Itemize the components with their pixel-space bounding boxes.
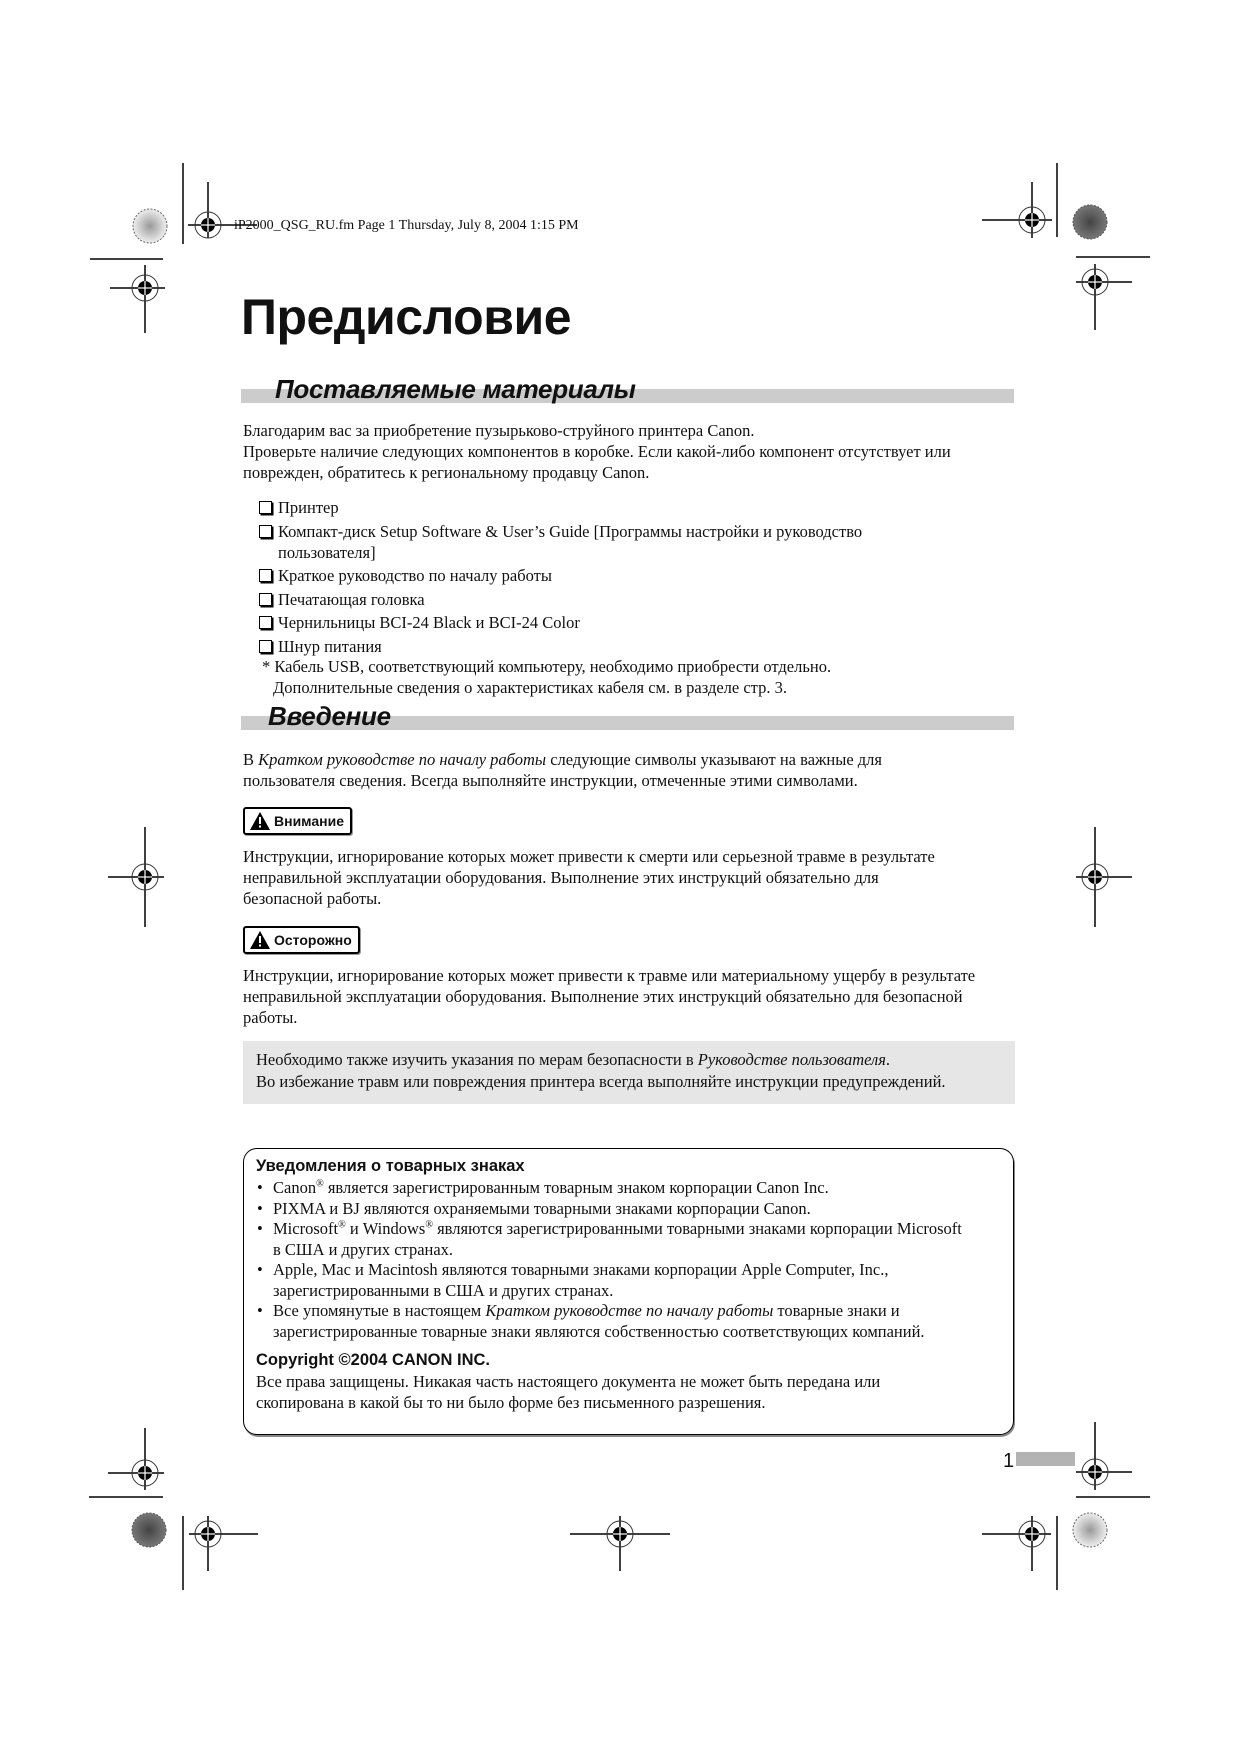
crosshair-icon bbox=[1076, 264, 1132, 330]
list-item: • Canon® является зарегистрированным товарным знаком корпорации Canon Inc. bbox=[257, 1178, 829, 1197]
checkbox-icon bbox=[259, 569, 272, 582]
starburst-icon bbox=[132, 1513, 166, 1547]
checkbox-icon bbox=[259, 640, 272, 653]
list-item: Краткое руководство по началу работы bbox=[259, 565, 919, 586]
checkbox-icon bbox=[259, 616, 272, 629]
crosshair-icon bbox=[108, 1428, 164, 1490]
crosshair-icon bbox=[982, 182, 1052, 238]
list-item: Компакт-диск Setup Software & User’s Guide [Программы настройки и руководство пользователя] bbox=[259, 521, 919, 563]
intro-line: Благодарим вас за приобретение пузырьково-струйного принтера Canon. bbox=[243, 421, 755, 440]
intro-line: Проверьте наличие следующих компонентов в коробке. Если какой-либо компонент отсутствует или поврежден, обратитесь к региональному продавцу Canon. bbox=[243, 442, 951, 482]
list-item: Печатающая головка bbox=[259, 589, 919, 610]
supplied-intro bbox=[243, 420, 1023, 483]
section-title-intro: Введение bbox=[268, 701, 391, 731]
crosshair-icon bbox=[1076, 827, 1132, 927]
list-item: Принтер bbox=[259, 497, 919, 518]
trademark-notice-box bbox=[243, 1148, 1014, 1435]
section-title-supplied: Поставляемые материалы bbox=[275, 374, 636, 404]
checkbox-icon bbox=[259, 593, 272, 606]
crosshair-icon bbox=[570, 1516, 670, 1571]
warning-badge: Внимание bbox=[243, 807, 352, 835]
crosshair-icon bbox=[1076, 1422, 1132, 1490]
warning-triangle-icon bbox=[250, 812, 270, 830]
caution-text: Инструкции, игнорирование которых может привести к травме или материальному ущербу в результате неправильной эксплуатации оборудования. Выполнение этих инструкций обязательно для безопасной работы. bbox=[243, 966, 976, 1027]
starburst-icon bbox=[133, 209, 167, 243]
list-item: Шнур питания bbox=[259, 636, 919, 657]
crosshair-icon bbox=[982, 1516, 1051, 1571]
page-number-bar bbox=[1016, 1452, 1075, 1466]
rights-text: Все права защищены. Никакая часть настоящего документа не может быть передана или скопирована в какой бы то ни было форме без письменного разрешения. bbox=[256, 1372, 881, 1412]
trademark-list bbox=[256, 1178, 1001, 1342]
list-item: • Все упомянутые в настоящем Кратком руководстве по началу работы товарные знаки и зарегистрированные товарные знаки являются собственностью соответствующих компаний. bbox=[257, 1301, 925, 1341]
starburst-icon bbox=[1073, 205, 1107, 239]
page-title: Предисловие bbox=[241, 289, 571, 345]
starburst-icon bbox=[1073, 1513, 1107, 1547]
warning-triangle-icon bbox=[250, 931, 270, 949]
crosshair-icon bbox=[108, 827, 164, 927]
list-item: Чернильницы BCI-24 Black и BCI-24 Color bbox=[259, 612, 919, 633]
list-item: • Microsoft® и Windows® являются зарегистрированными товарными знаками корпорации Microsoft в США и других странах. bbox=[257, 1219, 962, 1259]
list-item: • PIXMA и BJ являются охраняемыми товарными знаками корпорации Canon. bbox=[257, 1198, 811, 1218]
file-info-header: iP2000_QSG_RU.fm Page 1 Thursday, July 8, 2004 1:15 PM bbox=[234, 218, 579, 233]
asterisk-mark: * bbox=[262, 657, 271, 676]
crosshair-icon bbox=[189, 1516, 258, 1571]
caution-badge: Осторожно bbox=[243, 926, 360, 954]
usb-cable-note: * Кабель USB, соответствующий компьютеру, необходимо приобрести отдельно. Дополнительные сведения о характеристиках кабеля см. в разделе стр. 3. bbox=[262, 657, 832, 697]
checkbox-icon bbox=[259, 525, 272, 538]
copyright-heading: Copyright ©2004 CANON INC. bbox=[256, 1351, 491, 1369]
warning-text: Инструкции, игнорирование которых может привести к смерти или серьезной травме в результате неправильной эксплуатации оборудования. Выполнение этих инструкций обязательно для безопасной работы. bbox=[243, 847, 935, 908]
page-number: 1 bbox=[1003, 1450, 1015, 1472]
intro-paragraph: В Кратком руководстве по началу работы следующие символы указывают на важные для пользователя сведения. Всегда выполняйте инструкции, отмеченные этими символами. bbox=[243, 750, 883, 790]
crosshair-icon bbox=[110, 265, 165, 333]
checkbox-icon bbox=[259, 501, 272, 514]
list-item: • Apple, Mac и Macintosh являются товарными знаками корпорации Apple Computer, Inc., зарегистрированными в США и других странах. bbox=[257, 1260, 889, 1300]
trademark-heading: Уведомления о товарных знаках bbox=[256, 1157, 525, 1175]
supplied-checklist bbox=[259, 497, 919, 659]
safety-info-box: Необходимо также изучить указания по мерам безопасности в Руководстве пользователя. Во избежание травм или повреждения принтера всегда выполняйте инструкции предупреждений. bbox=[243, 1041, 1015, 1104]
